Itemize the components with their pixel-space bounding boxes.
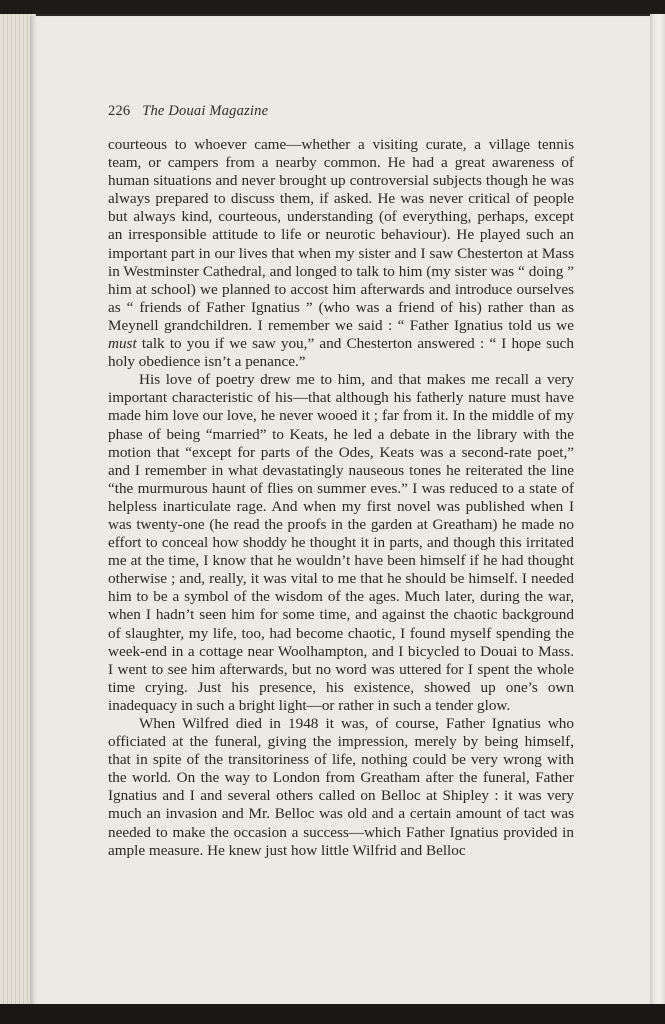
paragraph-run: talk to you if we saw you,” and Chesterton answered : “ I hope such holy obedience isn’t a penance.” — [108, 335, 574, 371]
paragraph-run: His love of poetry drew me to him, and that makes me recall a very important characteristic of his—that although his fatherly nature must have made him love our love, he never wooed it ; far from it. In the middle of my phase of being “married” to Keats, he led a debate in the library with the motion that “except for parts of the Odes, Keats was a second-rate poet,” and I remember in what devastatingly nauseous tones he reiterated the line “the murmurous haunt of flies on summer eves.” I was reduced to a state of helpless inarticulate rage. And when my first novel was published when I was twenty-one (he read the proofs in the garden at Greatham) he made no effort to conceal how shoddy he thought it in parts, and though this irritated me at the time, I know that he wouldn’t have been himself if he had thought otherwise ; and, really, it was vital to me that he should be himself. I needed him to be a symbol of the wisdom of the ages. Much later, during the war, when I hadn’t seen him for some time, and against the chaotic background of slaughter, my life, too, had become chaotic, I found myself spending the week-end in a cottage near Woolhampton, and I bicycled to Douai to Mass. I went to see him afterwards, but no word was uttered for I spent the whole time crying. Just his presence, his existence, showed up one’s own inadequacy in such a bright light—or rather in such a tender glow. — [108, 371, 574, 714]
body-text — [108, 136, 574, 860]
paragraph-run: When Wilfred died in 1948 it was, of course, Father Ignatius who officiated at the funeral, giving the impression, merely by being himself, that in spite of the transitoriness of life, nothing could be very wrong with the world. On the way to London from Greatham after the funeral, Father Ignatius and I and several others called on Belloc at Shipley : it was very much an invasion and Mr. Belloc was old and a certain amount of tact was needed to make the occasion a success—which Father Ignatius provided in ample measure. He knew just how little Wilfrid and Belloc — [108, 715, 574, 859]
page-header — [108, 103, 268, 120]
paragraph-run: courteous to whoever came—whether a visiting curate, a village tennis team, or campers from a nearby common. He had a great awareness of human situations and never brought up controversial subjects though he was always prepared to discuss them, if asked. He was never critical of people but always kind, courteous, understanding (of everything, perhaps, except an irresponsible attitude to life or neurotic behaviour). He played such an important part in our lives that when my sister and I saw Chesterton at Mass in Westminster Cathedral, and longed to talk to him (my sister was “ doing ” him at school) we planned to accost him afterwards and introduce ourselves as “ friends of Father Ignatius ” (who was a friend of his) rather than as Meynell grandchildren. I remember we said : “ Father Ignatius told us we — [108, 136, 574, 334]
scan-bottom-edge — [0, 1004, 665, 1024]
paragraph-2 — [108, 371, 574, 715]
scan-top-edge — [0, 0, 665, 14]
book-fore-edge — [650, 14, 665, 1006]
paragraph-3 — [108, 715, 574, 860]
paragraph-1 — [108, 136, 574, 371]
running-title: The Douai Magazine — [142, 103, 269, 119]
page-number: 226 — [108, 103, 131, 119]
paragraph-run-italic: must — [108, 335, 137, 353]
